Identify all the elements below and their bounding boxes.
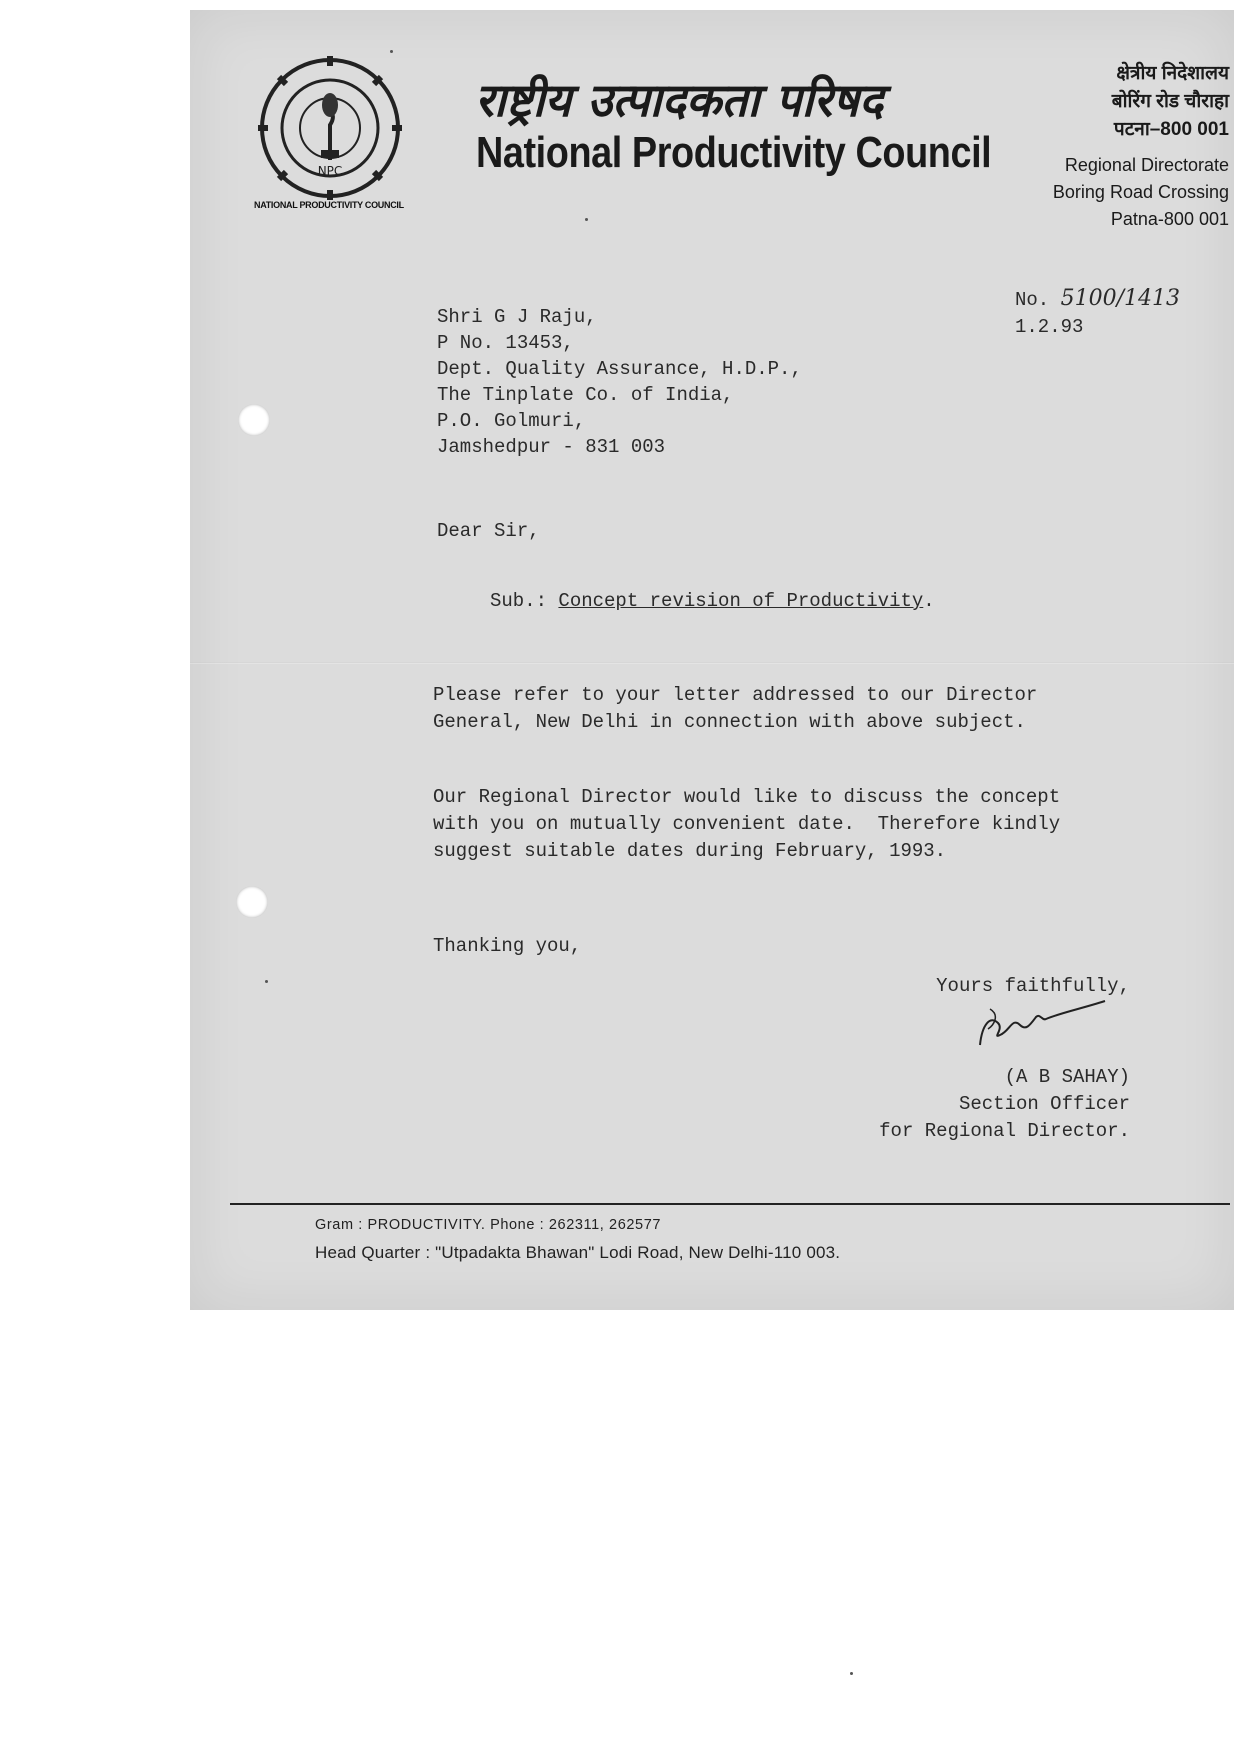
footer-headquarter: Head Quarter : "Utpadakta Bhawan" Lodi Road, New Delhi-110 003. [315, 1243, 841, 1262]
thanks-line: Thanking you, [433, 935, 582, 957]
address-english-line: Regional Directorate [1064, 155, 1229, 175]
body-paragraph-1 [433, 682, 1073, 736]
council-title-english: National Productivity Council [476, 128, 992, 177]
reference-block [1015, 285, 1180, 341]
paper-speck [265, 980, 268, 983]
punch-hole [236, 886, 268, 918]
body-paragraph-2 [433, 784, 1113, 865]
address-english-line: Patna-800 001 [1110, 209, 1229, 229]
recipient-address [437, 304, 802, 460]
handwritten-signature [970, 995, 1110, 1055]
footer-divider [230, 1203, 1230, 1205]
reference-number-handwritten: 5100/1413 [1060, 286, 1181, 311]
recipient-line: Jamshedpur - 831 003 [437, 436, 666, 458]
signatory-name: (A B SAHAY) [1004, 1066, 1130, 1088]
footer-contact: Gram : PRODUCTIVITY. Phone : 262311, 262577 [315, 1217, 662, 1233]
recipient-line: Dept. Quality Assurance, H.D.P., [437, 358, 802, 380]
closing-line: Yours faithfully, [936, 975, 1130, 997]
subject-period: . [923, 590, 935, 612]
address-hindi-line: पटना–800 001 [1113, 119, 1229, 140]
signatory-block [800, 1064, 1130, 1145]
reference-number [1015, 285, 1180, 314]
paper-speck [390, 50, 393, 53]
subject-label: Sub.: [490, 590, 548, 612]
reference-prefix: No. [1015, 289, 1050, 311]
paper-speck [585, 218, 588, 221]
logo-inner-text: NPC [317, 164, 343, 178]
body-line: Please refer to your letter addressed to our Director [433, 684, 1038, 706]
recipient-line: P.O. Golmuri, [437, 410, 586, 432]
council-title-hindi: राष्ट्रीय उत्पादकता परिषद [475, 73, 884, 127]
letterhead-footer [315, 1217, 840, 1263]
punch-hole [238, 404, 270, 436]
body-line: with you on mutually convenient date. Therefore kindly [433, 813, 1061, 835]
body-line: suggest suitable dates during February, 1993. [433, 840, 947, 862]
address-english-line: Boring Road Crossing [1052, 182, 1229, 202]
body-line: General, New Delhi in connection with above subject. [433, 711, 1026, 733]
subject-line [490, 590, 935, 612]
signatory-designation: Section Officer [958, 1093, 1130, 1115]
recipient-line: Shri G J Raju, [437, 306, 597, 328]
address-hindi-line: क्षेत्रीय निदेशालय [1116, 63, 1229, 84]
salutation: Dear Sir, [437, 520, 540, 542]
npc-emblem-logo [255, 50, 405, 220]
subject-text: Concept revision of Productivity [558, 590, 924, 612]
paper-speck [850, 1672, 853, 1675]
signatory-for: for Regional Director. [879, 1120, 1130, 1142]
paper-fold-line [190, 662, 1234, 664]
directorate-address-english [1053, 152, 1229, 233]
recipient-line: The Tinplate Co. of India, [437, 384, 734, 406]
address-hindi-line: बोरिंग रोड चौराहा [1111, 91, 1229, 112]
body-line: Our Regional Director would like to discuss the concept [433, 786, 1061, 808]
letter-sheet [190, 10, 1234, 1310]
recipient-line: P No. 13453, [437, 332, 574, 354]
directorate-address-hindi [1112, 60, 1229, 144]
letter-date: 1.2.93 [1015, 316, 1084, 338]
logo-caption: NATIONAL PRODUCTIVITY COUNCIL [254, 200, 404, 210]
